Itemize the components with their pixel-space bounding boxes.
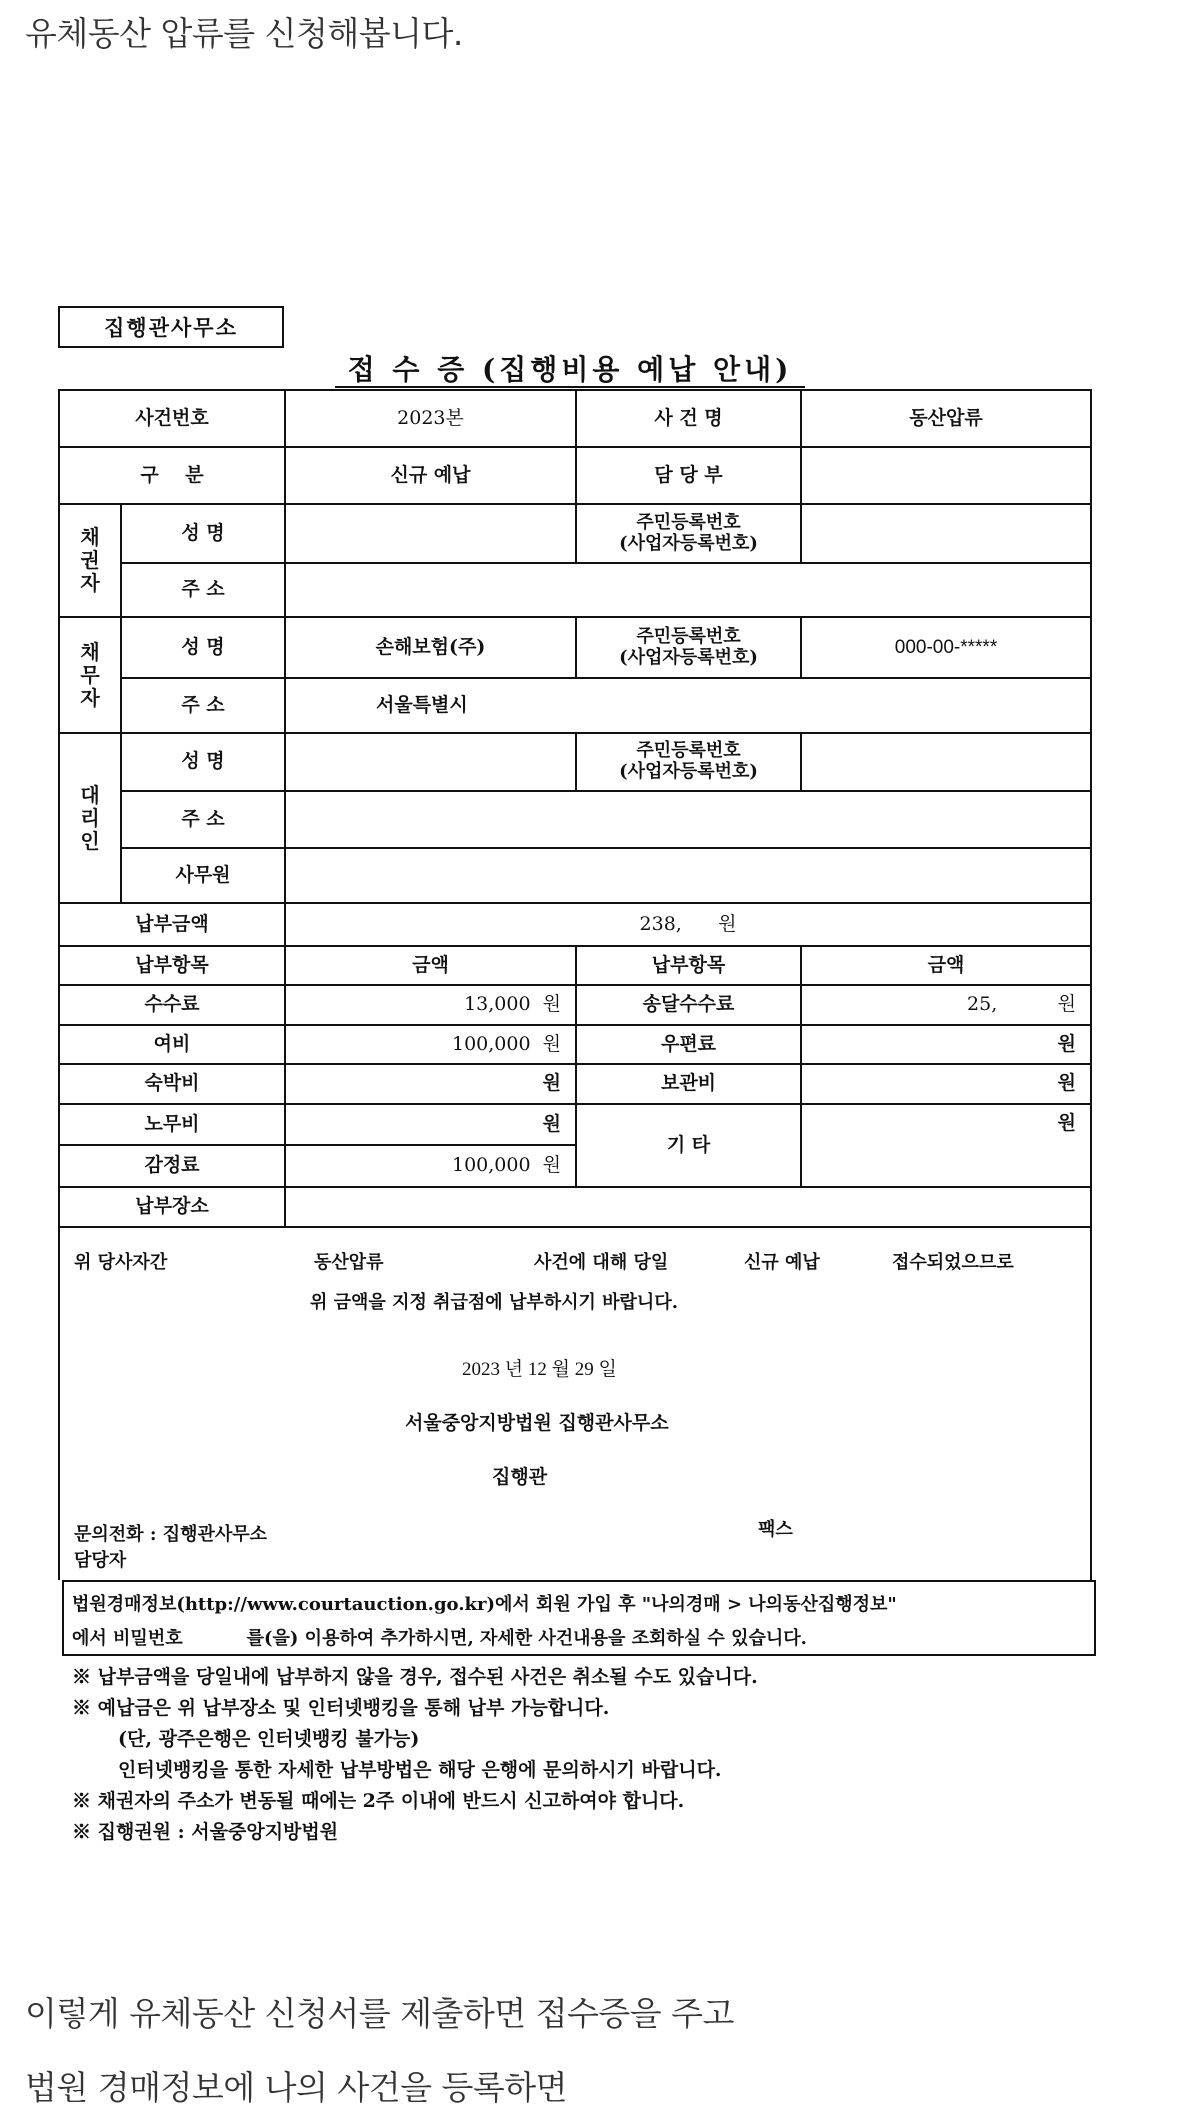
note-item: 인터넷뱅킹을 통한 자세한 납부방법은 해당 은행에 문의하시기 바랍니다. [118, 1759, 722, 1781]
department-value [800, 446, 1092, 503]
agent-clerk-label: 사무원 [120, 847, 284, 902]
debtor-group-label: 채 무 자 [58, 616, 120, 732]
creditor-name-label: 성 명 [120, 503, 284, 562]
office-stamp-label: 집행관사무소 [58, 306, 284, 348]
note-item: ※ 집행권원 : 서울중앙지방법원 [72, 1821, 339, 1843]
notice-case-type: 동산압류 [314, 1252, 384, 1273]
agent-group-label: 대 리 인 [58, 732, 120, 902]
lodging-item-label: 숙박비 [58, 1063, 284, 1103]
labor-item-label: 노무비 [58, 1103, 284, 1144]
id-label-line2: (사업자등록번호) [619, 761, 758, 782]
agent-id-label [575, 732, 800, 790]
court-auction-info-line2 [72, 1622, 1086, 1656]
other-item-label: 기 타 [575, 1103, 800, 1186]
notes-list [72, 1662, 758, 1848]
id-label-line1: 주민등록번호 [636, 740, 741, 762]
notice-section [58, 1226, 1092, 1580]
agent-id-value [800, 732, 1092, 790]
left-amount-header: 금액 [284, 945, 575, 984]
agent-clerk-value [284, 847, 1092, 902]
debtor-name-value: 손해보험(주) [284, 616, 575, 677]
creditor-id-value [800, 503, 1092, 562]
notice-sentence-c: 접수되었으므로 [892, 1252, 1014, 1273]
service-fee-item-label: 송달수수료 [575, 984, 800, 1024]
total-amount-label: 납부금액 [58, 902, 284, 945]
appraisal-item-amount: 100,000 원 [284, 1144, 575, 1186]
debtor-address-value: 서울특별시 [284, 677, 1092, 732]
id-label-line2: (사업자등록번호) [619, 646, 758, 668]
id-label-line1: 주민등록번호 [636, 625, 741, 647]
case-name-value: 동산압류 [800, 389, 1092, 446]
password-label: 에서 비밀번호 [72, 1628, 183, 1649]
storage-item-amount: 원 [800, 1063, 1092, 1103]
blog-paragraph-1: 이렇게 유체동산 신청서를 제출하면 접수증을 주고 [25, 1994, 734, 2033]
creditor-address-label: 주 소 [120, 562, 284, 616]
notice-sentence-a: 사건에 대해 당일 [534, 1252, 669, 1273]
payment-place-value [284, 1186, 1092, 1226]
password-usage-text: 를(을) 이용하여 추가하시면, 자세한 사건내용을 조회하실 수 있습니다. [246, 1628, 807, 1649]
case-number-label: 사건번호 [58, 389, 284, 446]
agent-name-value [284, 732, 575, 790]
debtor-name-label: 성 명 [120, 616, 284, 677]
blog-paragraph-2: 법원 경매정보에 나의 사건을 등록하면 [25, 2068, 568, 2107]
category-label: 구 분 [58, 446, 284, 503]
category-value: 신규 예납 [284, 446, 575, 503]
right-amount-header: 금액 [800, 945, 1092, 984]
note-item: ※ 예납금은 위 납부장소 및 인터넷뱅킹을 통해 납부 가능합니다. [72, 1697, 610, 1719]
creditor-address-value [284, 562, 1092, 616]
debtor-id-label [575, 616, 800, 677]
court-auction-info-line1: 법원경매정보(http://www.courtauction.go.kr)에서 회원 가입 후 "나의경매 > 나의동산집행정보" [72, 1594, 897, 1615]
notice-fax-label: 팩스 [758, 1519, 793, 1540]
note-item: (단, 광주은행은 인터넷뱅킹 불가능) [118, 1728, 420, 1750]
agent-address-label: 주 소 [120, 790, 284, 847]
notice-sentence-b: 신규 예납 [744, 1252, 820, 1273]
notice-officer: 집행관 [492, 1466, 548, 1488]
debtor-id-value: 000-00-***** [800, 616, 1092, 677]
total-amount-value: 238, 원 [284, 902, 1092, 945]
postage-item-amount: 원 [800, 1024, 1092, 1063]
postage-item-label: 우편료 [575, 1024, 800, 1063]
id-label-line2: (사업자등록번호) [619, 532, 758, 554]
agent-address-value [284, 790, 1092, 847]
notice-phone-label: 문의전화 : 집행관사무소 [74, 1524, 268, 1545]
notice-line-1 [74, 1248, 1084, 1278]
id-label-line1: 주민등록번호 [636, 511, 741, 533]
notice-parties-label: 위 당사자간 [74, 1252, 168, 1273]
fee-item-label: 수수료 [58, 984, 284, 1024]
case-number-value: 2023본 [284, 389, 575, 446]
service-fee-item-amount: 25, 원 [800, 984, 1092, 1024]
notice-court: 서울중앙지방법원 집행관사무소 [405, 1412, 669, 1434]
title-underline [335, 386, 805, 388]
other-item-amount: 원 [800, 1103, 1092, 1186]
debtor-address-label: 주 소 [120, 677, 284, 732]
appraisal-item-label: 감정료 [58, 1144, 284, 1186]
document-title: 접 수 증 (집행비용 예납 안내) [347, 353, 793, 386]
payment-place-label: 납부장소 [58, 1186, 284, 1226]
creditor-id-label [575, 503, 800, 562]
notice-date: 2023 년 12 월 29 일 [462, 1359, 617, 1380]
note-item: ※ 납부금액을 당일내에 납부하지 않을 경우, 접수된 사건은 취소될 수도 있습니다. [72, 1666, 758, 1688]
lodging-item-amount: 원 [284, 1063, 575, 1103]
storage-item-label: 보관비 [575, 1063, 800, 1103]
agent-name-label: 성 명 [120, 732, 284, 790]
right-item-header: 납부항목 [575, 945, 800, 984]
case-name-label: 사 건 명 [575, 389, 800, 446]
note-item: ※ 채권자의 주소가 변동될 때에는 2주 이내에 반드시 신고하여야 합니다. [72, 1790, 685, 1812]
fee-item-amount: 13,000 원 [284, 984, 575, 1024]
creditor-group-label: 채 권 자 [58, 503, 120, 616]
left-item-header: 납부항목 [58, 945, 284, 984]
notice-contact-label: 담당자 [74, 1550, 127, 1571]
court-auction-info-box [62, 1580, 1096, 1656]
notice-line-2: 위 금액을 지정 취급점에 납부하시기 바랍니다. [310, 1292, 678, 1313]
blog-intro-text: 유체동산 압류를 신청해봅니다. [25, 14, 463, 53]
travel-item-amount: 100,000 원 [284, 1024, 575, 1063]
creditor-name-value [284, 503, 575, 562]
travel-item-label: 여비 [58, 1024, 284, 1063]
department-label: 담 당 부 [575, 446, 800, 503]
labor-item-amount: 원 [284, 1103, 575, 1144]
